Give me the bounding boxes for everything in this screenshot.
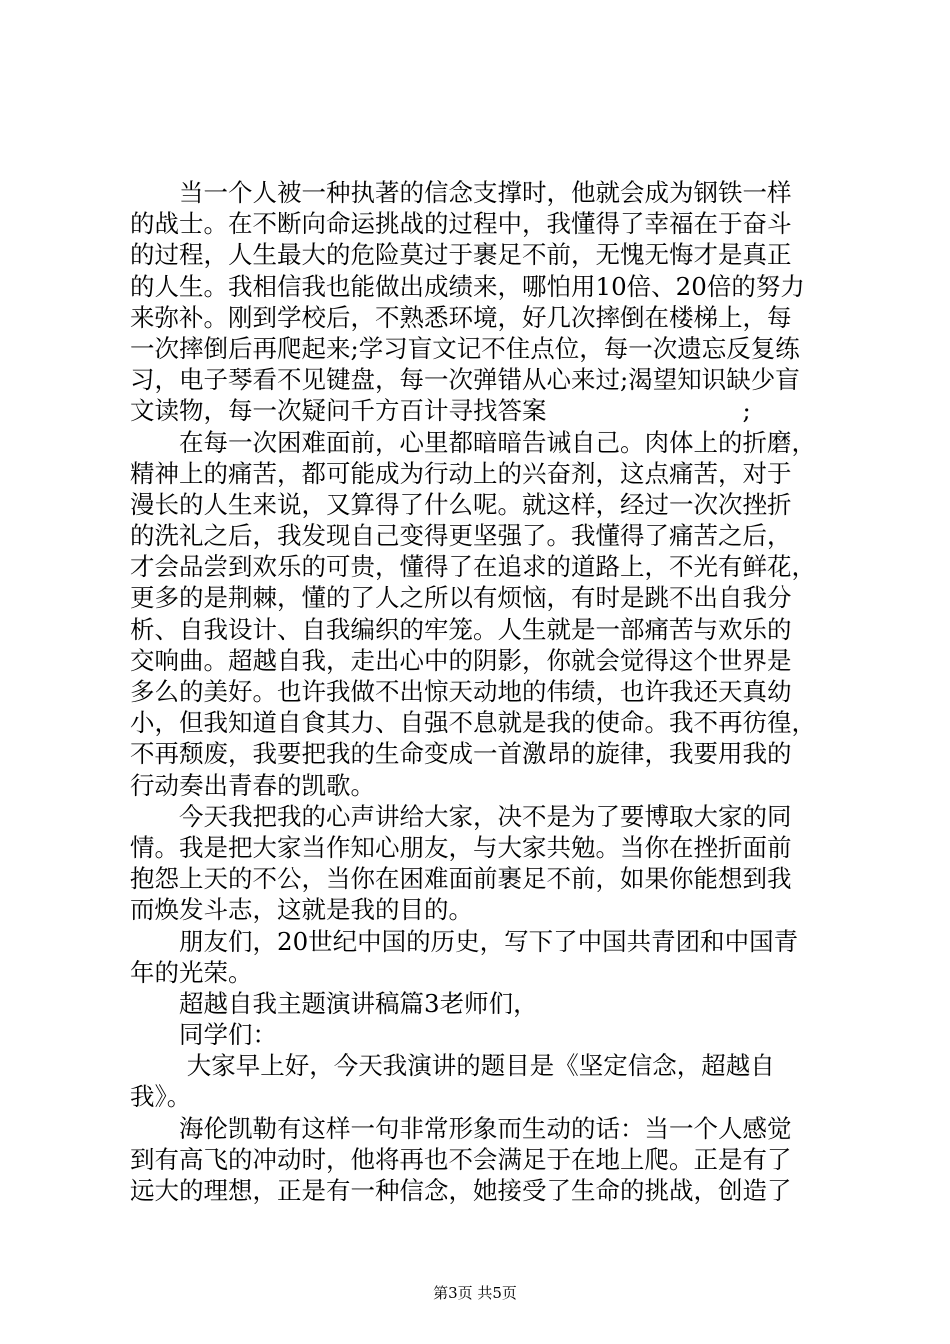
text-line: 精神上的痛苦，都可能成为行动上的兴奋剂，这点痛苦，对于 — [130, 458, 792, 488]
text-line: 情。我是把大家当作知心朋友，与大家共勉。当你在挫折面前 — [130, 832, 792, 862]
text-line: 的战士。在不断向命运挑战的过程中，我懂得了幸福在于奋斗 — [130, 209, 792, 239]
text-line: 文读物，每一次疑问千方百计寻找答案 ; — [130, 396, 751, 426]
text-line: 我》。 — [130, 1082, 192, 1112]
text-line: 海伦凯勒有这样一句非常形象而生动的话：当一个人感觉 — [130, 1113, 792, 1143]
text-line: 多么的美好。也许我做不出惊天动地的伟绩，也许我还天真幼 — [130, 677, 792, 706]
text-line: 抱怨上天的不公，当你在困难面前裹足不前，如果你能想到我 — [130, 864, 792, 894]
text-line: 行动奏出青春的凯歌。 — [130, 770, 375, 800]
text-line: 的过程，人生最大的危险莫过于裹足不前，无愧无悔才是真正 — [130, 240, 792, 270]
text-line: 更多的是荆棘，懂的了人之所以有烦恼，有时是跳不出自我分 — [130, 583, 792, 613]
text-line: 交响曲。超越自我，走出心中的阴影，你就会觉得这个世界是 — [130, 645, 792, 675]
text-line: 年的光荣。 — [130, 957, 253, 987]
text-line: 到有高飞的冲动时，他将再也不会满足于在地上爬。正是有了 — [130, 1144, 792, 1174]
text-line: 小，但我知道自食其力、自强不息就是我的使命。我不再彷徨， — [130, 708, 816, 738]
text-line: 超越自我主题演讲稿篇3老师们， — [130, 988, 538, 1018]
text-line: 大家早上好，今天我演讲的题目是《坚定信念，超越自 — [130, 1051, 775, 1081]
text-line: 同学们： — [130, 1020, 277, 1050]
text-line: 的人生。我相信我也能做出成绩来，哪怕用10倍、20倍的努力 — [130, 271, 805, 301]
text-line: 不再颓废，我要把我的生命变成一首激昂的旋律，我要用我的 — [130, 739, 792, 769]
text-line: 漫长的人生来说，又算得了什么呢。就这样，经过一次次挫折 — [130, 489, 792, 519]
page-footer: 第3页 共5页 — [433, 1284, 517, 1302]
text-line: 今天我把我的心声讲给大家，决不是为了要博取大家的同 — [130, 801, 792, 831]
text-line: 而焕发斗志，这就是我的目的。 — [130, 895, 473, 925]
text-line: 在每一次困难面前，心里都暗暗告诫自己。肉体上的折磨， — [130, 427, 816, 457]
text-line: 来弥补。刚到学校后，不熟悉环境，好几次摔倒在楼梯上，每 — [130, 302, 792, 332]
text-line: 远大的理想，正是有一种信念，她接受了生命的挑战，创造了 — [130, 1176, 792, 1205]
text-line: 习，电子琴看不见键盘，每一次弹错从心来过;渴望知识缺少盲 — [130, 365, 800, 395]
text-line: 析、自我设计、自我编织的牢笼。人生就是一部痛苦与欢乐的 — [130, 614, 792, 644]
document-body — [130, 177, 830, 1206]
text-line: 才会品尝到欢乐的可贵，懂得了在追求的道路上，不光有鲜花， — [130, 552, 816, 582]
text-line: 的洗礼之后，我发现自己变得更坚强了。我懂得了痛苦之后， — [130, 521, 792, 551]
text-line: 一次摔倒后再爬起来;学习盲文记不住点位，每一次遗忘反复练 — [130, 333, 800, 363]
text-line: 当一个人被一种执著的信念支撑时，他就会成为钢铁一样 — [130, 178, 792, 207]
text-line: 朋友们，20世纪中国的历史，写下了中国共青团和中国青 — [130, 926, 799, 956]
